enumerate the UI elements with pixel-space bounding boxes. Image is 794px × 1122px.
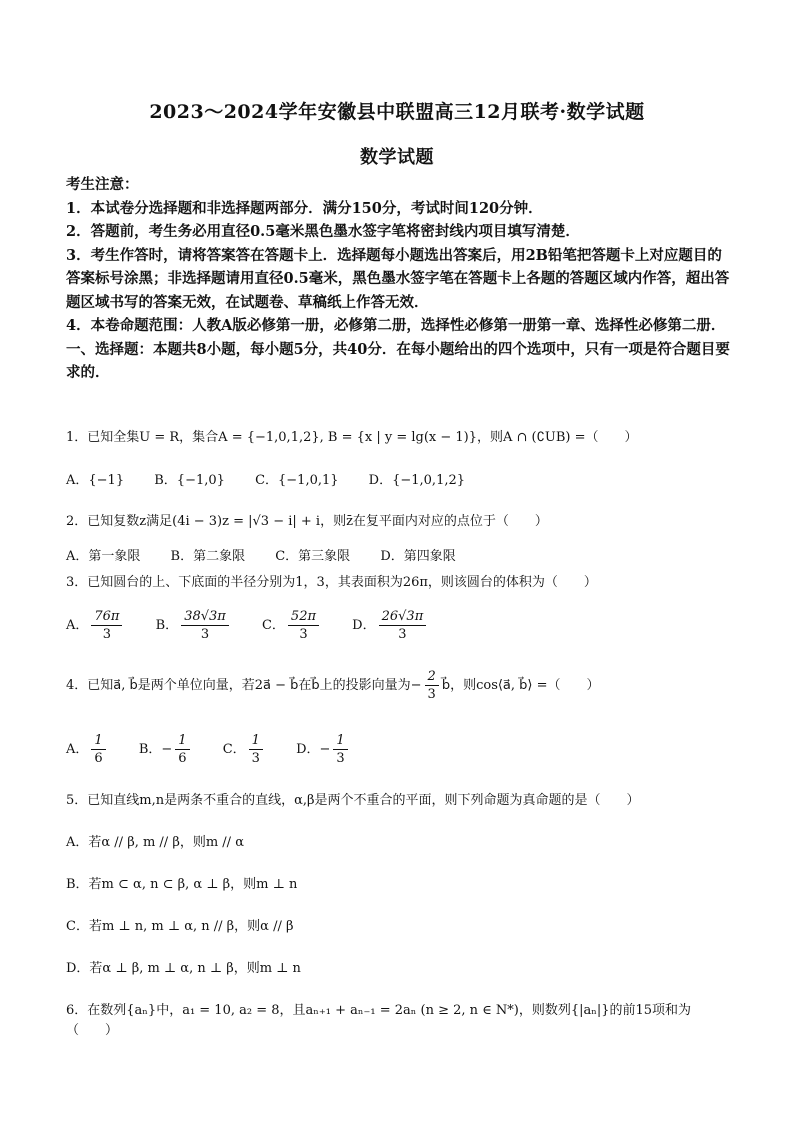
question-4-options: [66, 732, 377, 767]
question-1-options: [66, 471, 491, 491]
option-fraction: [91, 732, 105, 767]
option-label: A．: [66, 742, 89, 757]
option-fraction: [333, 732, 347, 767]
option-fraction: [379, 608, 427, 643]
question-2-stem: 2．已知复数z满足(4i − 3)z = |√3 − i| + i，则z̄在复平面内对应的点位于（ ）: [66, 514, 548, 529]
fraction-numerator: 26√3π: [379, 608, 427, 626]
exam-subtitle: 数学试题: [360, 147, 434, 168]
fraction-numerator: 1: [175, 732, 189, 750]
question-2-option-a[interactable]: A．第一象限: [66, 549, 141, 564]
notice-item-2: 2．答题前，考生务必用直径0.5毫米黑色墨水签字笔将密封线内项目填写清楚．: [66, 223, 580, 240]
question-3-option-a[interactable]: [66, 608, 125, 643]
question-6-stem: 6．在数列{aₙ}中，a₁ = 10, a₂ = 8，且aₙ₊₁ + aₙ₋₁ = 2aₙ (n ≥ 2, n ∈ N*)，则数列{|aₙ|}的前15项和为（ ）: [66, 1003, 692, 1038]
option-label: B．: [138, 742, 162, 757]
question-3-option-d[interactable]: [352, 608, 429, 643]
fraction-denominator: 3: [398, 627, 407, 642]
question-4-option-c[interactable]: [223, 732, 266, 767]
fraction-denominator: 3: [251, 751, 260, 766]
fraction-denominator: 3: [427, 687, 436, 702]
fraction-denominator: 6: [94, 751, 103, 766]
question-3-option-c[interactable]: [262, 608, 322, 643]
notice-item-1: 1．本试卷分选择题和非选择题两部分．满分150分，考试时间120分钟．: [66, 199, 543, 217]
option-fraction: [181, 608, 229, 643]
option-fraction: [91, 608, 122, 643]
question-1-option-d[interactable]: D．{−1,0,1,2}: [368, 473, 466, 488]
question-4-option-a[interactable]: [66, 732, 109, 767]
option-label: A．: [66, 618, 89, 633]
fraction-numerator: 1: [249, 732, 263, 750]
question-2-option-d[interactable]: D．第四象限: [380, 549, 456, 564]
option-label: D．: [296, 742, 320, 757]
option-label: D．: [352, 618, 376, 633]
question-1-option-c[interactable]: C．{−1,0,1}: [255, 473, 339, 488]
fraction-denominator: 3: [299, 627, 308, 642]
option-label: C．: [222, 742, 246, 757]
option-label: B．: [155, 618, 179, 633]
question-4-stem-text: 4．已知a⃗, b⃗是两个单位向量，若2a⃗ − b⃗在b⃗上的投影向量为−: [66, 678, 422, 693]
question-3-option-b[interactable]: [156, 608, 232, 643]
notice-item-4: 4．本卷命题范围：人教A版必修第一册，必修第二册，选择性必修第一册第一章、选择性必修第二册．: [66, 317, 726, 334]
fraction-numerator: 52π: [288, 608, 319, 626]
question-1-stem: 1．已知全集U = R，集合A = {−1,0,1,2}, B = {x | y = lg(x − 1)}，则A ∩ (∁UB) =（ ）: [66, 430, 638, 445]
question-4-stem-tail: b⃗，则cos⟨a⃗, b⃗⟩ =（ ）: [441, 678, 600, 693]
question-2-option-b[interactable]: B．第二象限: [170, 549, 246, 564]
option-sign: −: [161, 742, 173, 757]
section-heading: 一、选择题：本题共8小题，每小题5分，共40分．在每小题给出的四个选项中，只有一项是符合题目要求的．: [66, 340, 730, 381]
fraction-denominator: 3: [336, 751, 345, 766]
option-label: C．: [261, 618, 285, 633]
fraction-denominator: 3: [102, 627, 112, 642]
question-4-stem: [66, 668, 734, 703]
question-4-option-d[interactable]: [296, 732, 351, 767]
question-3-options: [66, 608, 455, 643]
fraction-denominator: 3: [200, 627, 210, 642]
notice-heading: 考生注意：: [66, 176, 139, 193]
option-fraction: [288, 608, 319, 643]
fraction-numerator: 76π: [91, 608, 122, 626]
option-sign: −: [319, 742, 331, 757]
notice-item-3: 3．考生作答时，请将答案答在答题卡上．选择题每小题选出答案后，用2B铅笔把答题卡上对应题目的答案标号涂黑；非选择题请用直径0.5毫米，黑色墨水签字笔在答题卡上各题的答题区域内作答，超出答题区域书写的答案无效，在试题卷、草稿纸上作答无效．: [66, 246, 730, 311]
question-5-stem: 5．已知直线m,n是两条不重合的直线，α,β是两个不重合的平面，则下列命题为真命题的是（ ）: [66, 793, 640, 808]
fraction-denominator: 6: [178, 751, 187, 766]
question-3-stem: 3．已知圆台的上、下底面的半径分别为1，3，其表面积为26π，则该圆台的体积为（ ）: [66, 575, 597, 590]
exam-notice: [66, 173, 734, 385]
option-fraction: [175, 732, 189, 767]
question-5-option-a[interactable]: A．若α // β, m // β，则m // α: [66, 835, 244, 850]
question-4-option-b[interactable]: [139, 732, 193, 767]
fraction-numerator: 1: [333, 732, 347, 750]
question-5-option-c[interactable]: C．若m ⊥ n, m ⊥ α, n // β，则α // β: [66, 919, 294, 934]
question-1-option-a[interactable]: A．{−1}: [66, 473, 125, 488]
exam-title: 2023～2024学年安徽县中联盟高三12月联考·数学试题: [149, 101, 645, 123]
option-fraction: [249, 732, 263, 767]
question-1-option-b[interactable]: B．{−1,0}: [154, 473, 225, 488]
question-2-options: [66, 547, 482, 567]
question-2-option-c[interactable]: C．第三象限: [275, 549, 351, 564]
question-4-stem-fraction: [425, 668, 439, 703]
fraction-numerator: 38√3π: [181, 608, 229, 626]
fraction-numerator: 1: [91, 732, 105, 750]
fraction-numerator: 2: [425, 668, 439, 686]
question-5-option-d[interactable]: D．若α ⊥ β, m ⊥ α, n ⊥ β，则m ⊥ n: [66, 961, 301, 976]
question-5-option-b[interactable]: B．若m ⊂ α, n ⊂ β, α ⊥ β，则m ⊥ n: [66, 877, 298, 892]
